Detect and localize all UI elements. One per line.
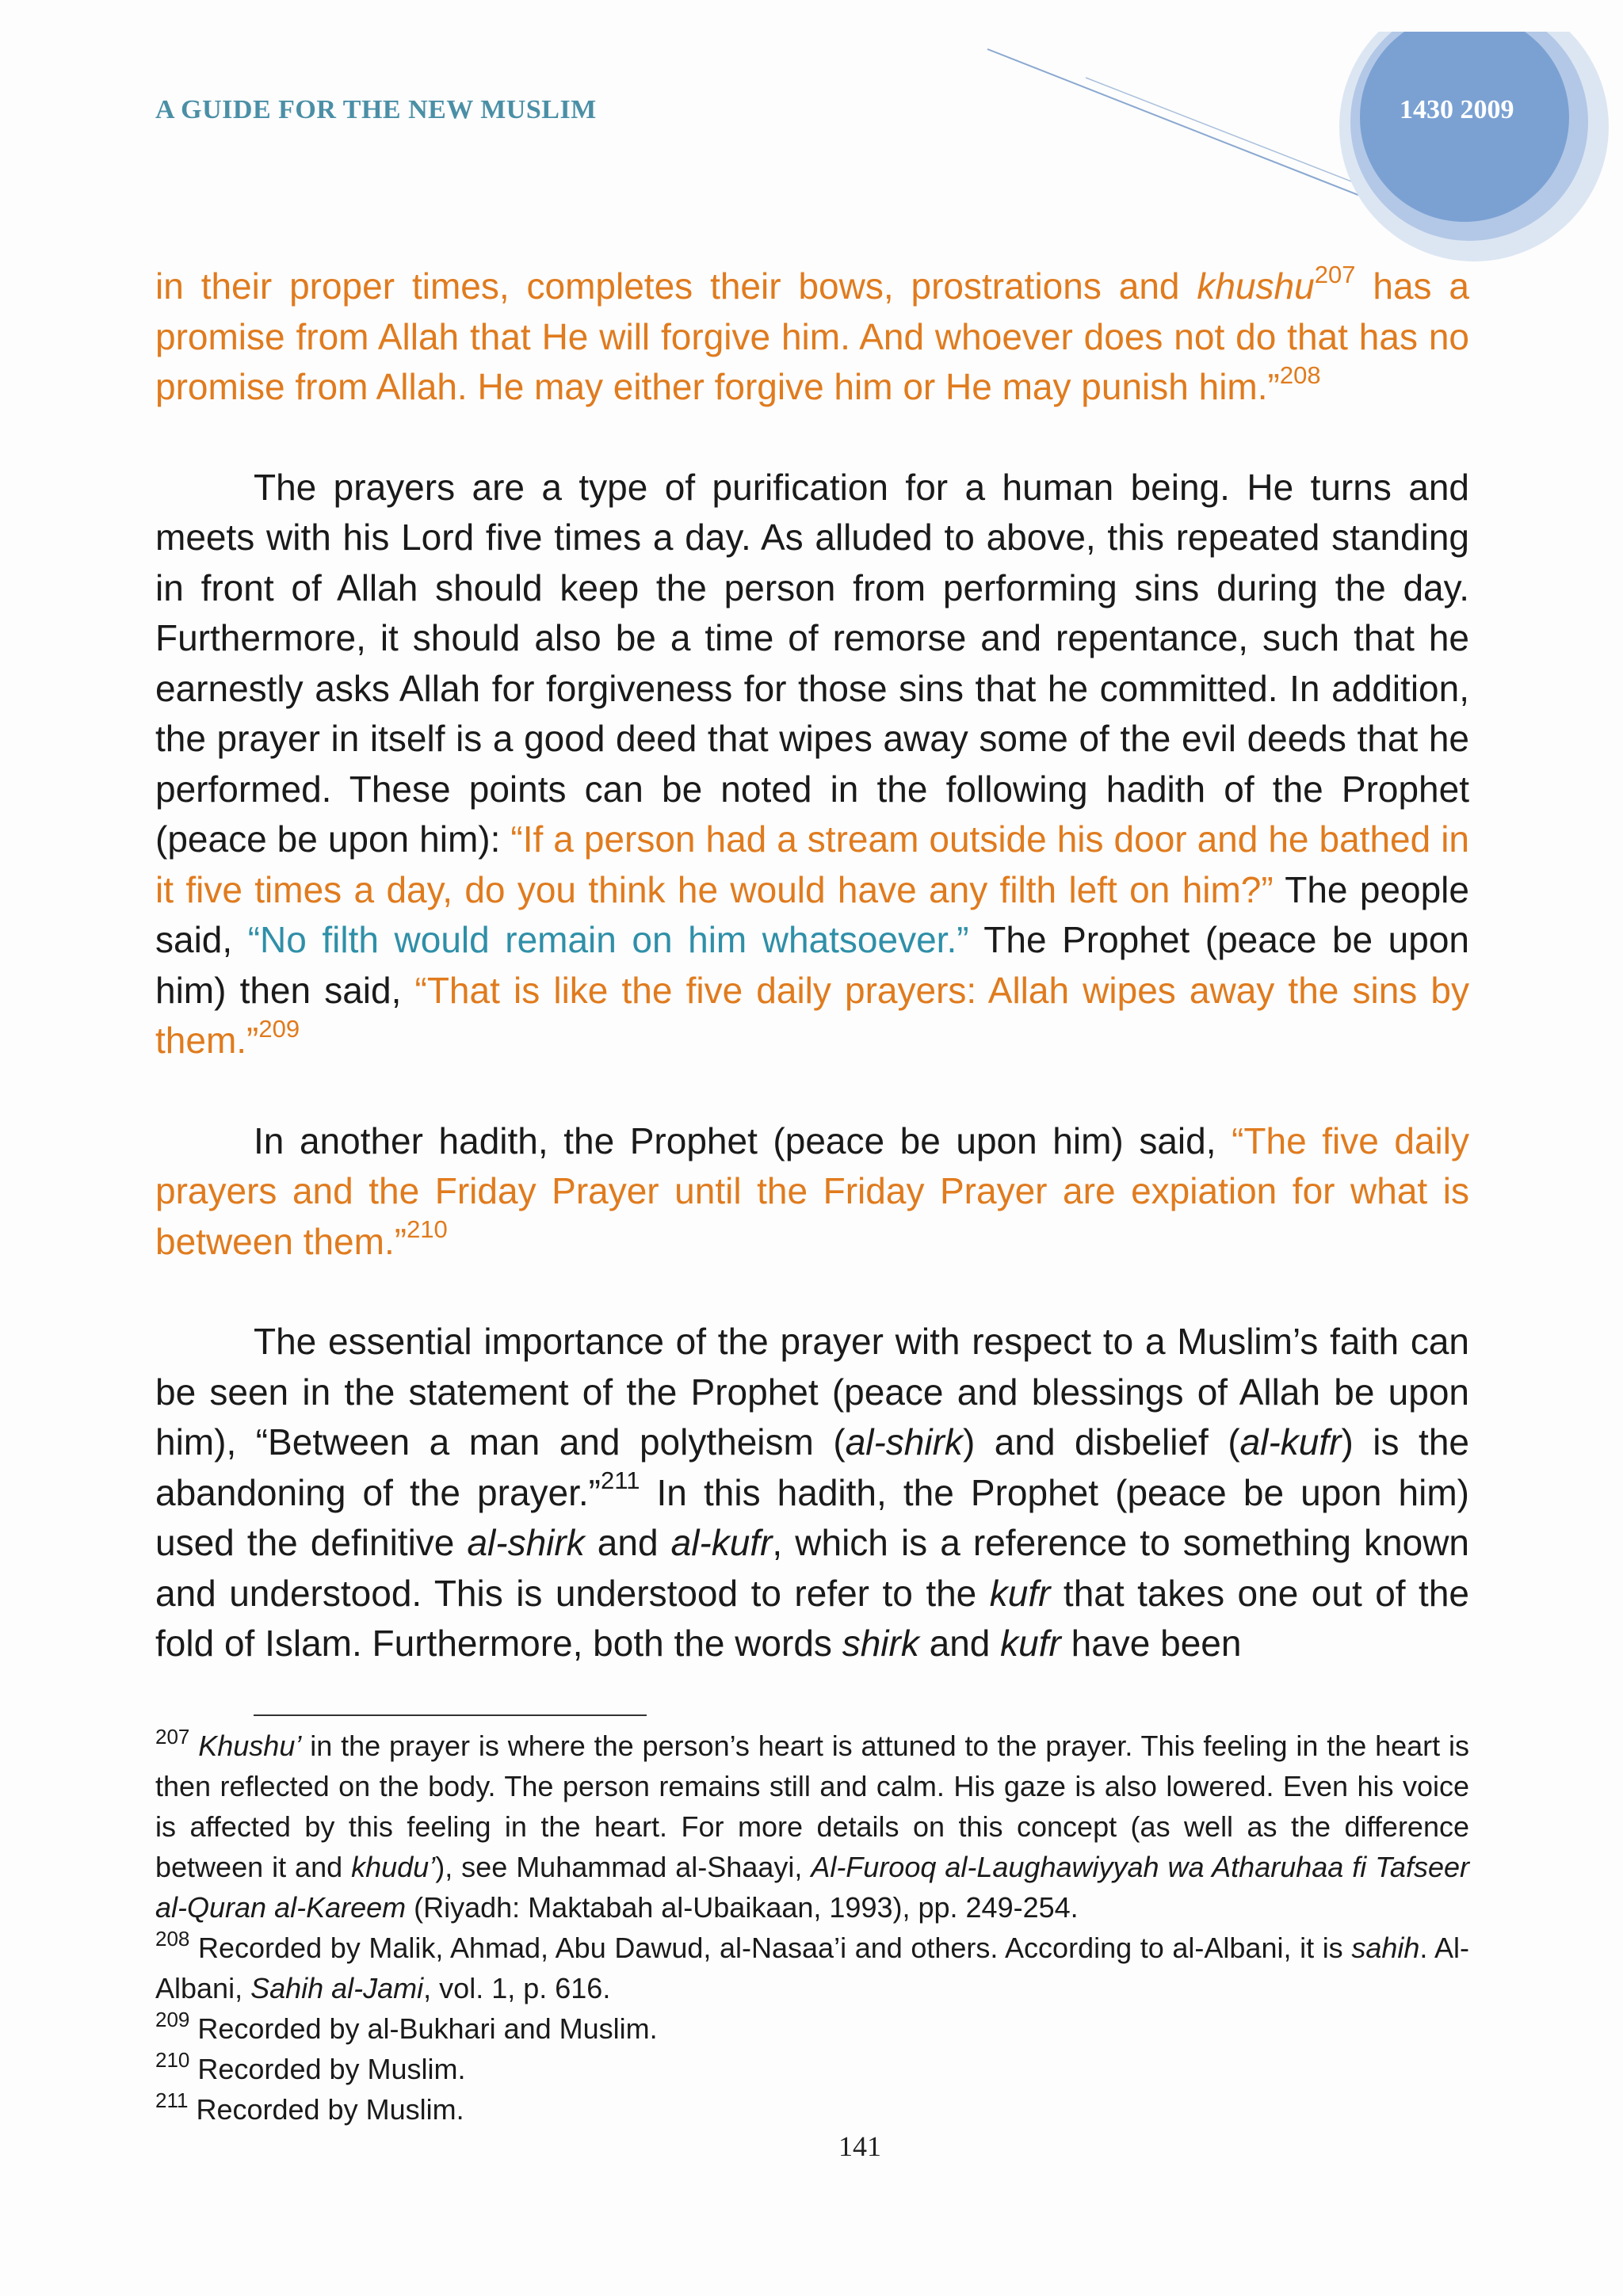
body-text: The people said, xyxy=(155,868,1469,960)
italic-term: al-kufr xyxy=(670,1522,773,1563)
footnote-separator xyxy=(254,1714,647,1716)
italic-term: khudu’ xyxy=(351,1851,436,1883)
footnote-207 xyxy=(155,1726,1469,1928)
hadith-quote: “That is like the five daily prayers: Allah wipes away the sins by them.” xyxy=(155,969,1469,1061)
italic-term: khushu xyxy=(1197,265,1315,307)
body-text: The essential importance of the prayer with respect to a Muslim’s faith can be seen in the statement of the Prophet (peace and blessings of Allah be upon him), “Between a man and polytheism ( xyxy=(155,1321,1469,1463)
footnote-ref-210[interactable]: 210 xyxy=(407,1215,448,1244)
footnote-208 xyxy=(155,1928,1469,2008)
quote-text: has a promise from Allah that He will forgive him. And whoever does not do that has no promise from Allah. He may either forgive him or He may punish him.” xyxy=(155,265,1470,407)
italic-term: kufr xyxy=(1000,1623,1061,1664)
footnote-ref-208[interactable]: 208 xyxy=(1279,360,1321,389)
people-quote: “No filth would remain on him whatsoever.” xyxy=(247,919,969,960)
hadith-quote: “The five daily prayers and the Friday Prayer until the Friday Prayer are expiation for what is between them.” xyxy=(155,1119,1469,1262)
body-text: ) is the abandoning of the prayer.” xyxy=(155,1421,1469,1513)
body-text: The Prophet (peace be upon him) then said, xyxy=(155,919,1469,1011)
italic-term: kufr xyxy=(989,1572,1051,1614)
paragraph-2 xyxy=(155,463,1469,1066)
italic-term: al-shirk xyxy=(467,1522,585,1563)
book-title: Al-Furooq al-Laughawiyyah wa Atharuhaa fi Tafseer al-Quran al-Kareem xyxy=(155,1851,1469,1924)
footnote-text: in the prayer is where the person’s heart is attuned to the prayer. This feeling in the heart is then reflected on the body. The person remains still and calm. His gaze is also lowered. Even his voice is affected by this feeling in the heart. For more details on this concept (as well as the difference between it and xyxy=(155,1730,1469,1883)
body-text: , which is a reference to something known and understood. This is understood to refer to the xyxy=(155,1522,1469,1614)
footnote-211 xyxy=(155,2089,1469,2130)
book-title: Sahih al-Jami xyxy=(250,1972,424,2004)
hadith-quote: “If a person had a stream outside his door and he bathed in it five times a day, do you think he would have any filth left on him?” xyxy=(155,818,1469,910)
body-text: have been xyxy=(1060,1623,1242,1664)
body-text: and xyxy=(918,1623,1001,1664)
body-text: and xyxy=(584,1522,671,1563)
quote-text: in their proper times, completes their bows, prostrations and xyxy=(155,265,1197,307)
body-text: The prayers are a type of purification for a human being. He turns and meets with his Lord five times a day. As alluded to above, this repeated standing in front of Allah should keep the person from performing sins during the day. Furthermore, it should also be a time of remorse and repentance, such that he earnestly asks Allah for forgiveness for those sins that he committed. In addition, the prayer in itself is a good deed that wipes away some of the evil deeds that he performed. These points can be noted in the following hadith of the Prophet (peace be upon him): xyxy=(155,466,1469,860)
main-text xyxy=(155,261,1469,1669)
footnote-209 xyxy=(155,2008,1469,2049)
footnote-number: 210 xyxy=(155,2048,190,2072)
footnote-number: 209 xyxy=(155,2008,190,2031)
footnote-ref-209[interactable]: 209 xyxy=(258,1014,300,1043)
body-text: In this hadith, the Prophet (peace be upon him) used the definitive xyxy=(155,1471,1469,1563)
footnote-number: 207 xyxy=(155,1725,190,1749)
body-text: ) and disbelief ( xyxy=(962,1421,1240,1463)
running-header-title: A GUIDE FOR THE NEW MUSLIM xyxy=(155,95,597,124)
body-text: In another hadith, the Prophet (peace be upon him) said, xyxy=(254,1119,1232,1161)
footnote-number: 211 xyxy=(155,2088,189,2112)
italic-term: shirk xyxy=(842,1623,919,1664)
paragraph-1 xyxy=(155,261,1469,413)
footnote-text: ), see Muhammad al-Shaayi, xyxy=(435,1851,812,1883)
footnote-text: Recorded by al-Bukhari and Muslim. xyxy=(189,2012,658,2045)
footnote-text: Recorded by Malik, Ahmad, Abu Dawud, al-Nasaa’i and others. According to al-Albani, it is xyxy=(189,1932,1352,1964)
footnote-text: . Al-Albani, xyxy=(155,1932,1470,2004)
page-number: 141 xyxy=(838,2130,881,2162)
italic-term: Khushu’ xyxy=(198,1730,302,1762)
footnote-text: Recorded by Muslim. xyxy=(189,2053,466,2085)
footnotes xyxy=(155,1726,1469,2130)
footnote-ref-211[interactable]: 211 xyxy=(601,1466,640,1495)
footnote-number: 208 xyxy=(155,1927,190,1951)
running-header-year: 1430 2009 xyxy=(1400,95,1514,124)
italic-term: sahih xyxy=(1351,1932,1420,1964)
italic-term: al-kufr xyxy=(1239,1421,1342,1463)
footnote-text: , vol. 1, p. 616. xyxy=(423,1972,611,2004)
paragraph-3 xyxy=(155,1116,1469,1268)
paragraph-4 xyxy=(155,1317,1469,1669)
footnote-210 xyxy=(155,2049,1469,2089)
header-decoration xyxy=(951,32,1623,293)
body-text: that takes one out of the fold of Islam. Furthermore, both the words xyxy=(155,1572,1469,1664)
footnote-ref-207[interactable]: 207 xyxy=(1314,260,1356,288)
footnote-text: Recorded by Muslim. xyxy=(188,2093,464,2126)
italic-term: al-shirk xyxy=(845,1421,963,1463)
footnote-text: (Riyadh: Maktabah al-Ubaikaan, 1993), pp. 249-254. xyxy=(406,1891,1079,1924)
